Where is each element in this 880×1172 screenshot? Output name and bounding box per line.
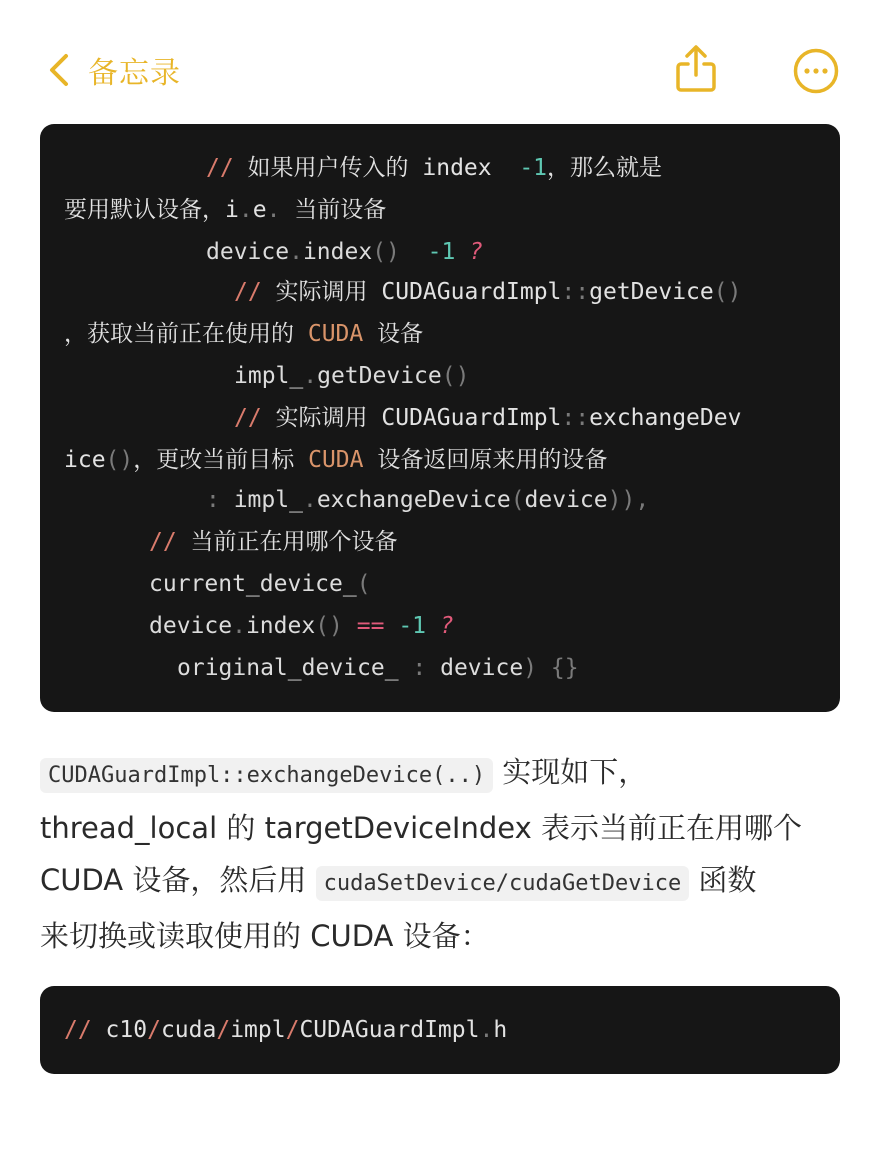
code-token: . <box>479 1017 494 1043</box>
code-token: current_device_ <box>149 571 357 597</box>
back-label: 备忘录 <box>88 56 181 91</box>
code-token: . <box>238 197 253 223</box>
code-token: device <box>149 613 233 639</box>
code-token: 设备返回原来用的设备 <box>363 447 608 473</box>
code-token: / <box>216 1017 231 1043</box>
code-token: () <box>713 279 742 305</box>
code-token: 设备 <box>363 321 424 347</box>
code-token: ，那么就是 <box>547 155 663 181</box>
code-token: () <box>441 363 470 389</box>
back-button[interactable] <box>48 46 181 94</box>
code-token: 实际调用 CUDAGuardImpl <box>275 405 562 431</box>
code-token: impl <box>230 1017 286 1043</box>
code-token: // <box>64 1017 106 1043</box>
code-token: 要用默认设备，i <box>64 197 239 223</box>
paragraph-text: 函数 <box>689 863 757 897</box>
code-token: getDevice <box>589 279 714 305</box>
code-token: 实际调用 CUDAGuardImpl <box>275 279 562 305</box>
code-token: ? <box>426 613 454 639</box>
code-token: ? <box>455 239 483 265</box>
share-icon <box>674 79 718 98</box>
code-token: () <box>315 613 357 639</box>
code-token: . <box>232 613 246 639</box>
code-line <box>149 569 371 599</box>
code-token: index <box>245 613 316 639</box>
code-token: ice <box>64 447 106 473</box>
code-token: / <box>147 1017 161 1043</box>
chevron-left-icon <box>48 53 70 87</box>
code-token: . <box>266 197 295 223</box>
code-token: ) {} <box>523 655 579 681</box>
code-token: // <box>234 279 276 305</box>
code-token: device <box>524 487 608 513</box>
code-token: . <box>289 239 303 265</box>
paragraph-text: thread_local 的 targetDeviceIndex 表示当前正在用哪个 <box>40 811 802 845</box>
code-token: cuda <box>160 1017 217 1043</box>
code-token: / <box>285 1017 300 1043</box>
paragraph-text: CUDA 设备，然后用 <box>40 863 316 897</box>
code-token: 当前正在用哪个设备 <box>190 529 398 555</box>
code-token: )), <box>607 487 650 513</box>
code-token: ，更改当前目标 <box>133 447 309 473</box>
code-token: () <box>372 239 428 265</box>
share-button[interactable] <box>674 44 718 94</box>
code-token: . <box>303 363 318 389</box>
code-token: device <box>206 239 290 265</box>
code-token: -1 <box>398 613 427 639</box>
code-token: () <box>105 447 134 473</box>
code-token <box>384 613 398 639</box>
code-token: CUDA <box>307 321 364 347</box>
code-token: getDevice <box>317 363 442 389</box>
code-line <box>64 195 386 225</box>
code-token: :: <box>561 405 590 431</box>
code-line <box>206 237 483 267</box>
code-line <box>177 653 579 683</box>
code-line <box>206 153 662 183</box>
code-line <box>234 361 469 391</box>
code-token: impl_ <box>233 487 303 513</box>
code-line <box>234 277 741 307</box>
code-block <box>40 124 840 712</box>
paragraph-text: 实现如下， <box>493 755 648 789</box>
code-token: == <box>356 613 385 639</box>
inline-code: cudaSetDevice/cudaGetDevice <box>316 866 690 901</box>
more-button[interactable] <box>793 48 839 94</box>
code-token: :: <box>561 279 590 305</box>
code-token: impl_ <box>234 363 304 389</box>
code-line <box>64 1015 507 1045</box>
code-token: c10 <box>105 1017 148 1043</box>
code-token: h <box>493 1017 508 1043</box>
code-token: ，获取当前正在使用的 <box>64 321 308 347</box>
code-token: // <box>149 529 191 555</box>
code-token: ( <box>356 571 371 597</box>
code-token: CUDAGuardImpl <box>299 1017 480 1043</box>
code-token: exchangeDevice <box>316 487 511 513</box>
code-token: exchangeDev <box>589 405 742 431</box>
body-paragraph <box>40 746 840 962</box>
code-block-file-path <box>40 986 840 1074</box>
code-token: : <box>206 487 234 513</box>
code-token: original_device_ <box>177 655 413 681</box>
code-token: 当前设备 <box>294 197 387 223</box>
code-line <box>234 403 741 433</box>
paragraph-text: 来切换或读取使用的 CUDA 设备： <box>40 919 490 953</box>
code-token: ( <box>510 487 525 513</box>
code-token: 如果用户传入的 index <box>247 155 520 181</box>
code-token: -1 <box>427 239 456 265</box>
code-token: CUDA <box>308 447 364 473</box>
more-icon <box>793 79 839 98</box>
code-line <box>64 319 423 349</box>
code-line <box>149 527 398 557</box>
nav-bar <box>0 0 880 124</box>
code-token: // <box>234 405 276 431</box>
code-line <box>64 445 607 475</box>
code-token: : <box>412 655 441 681</box>
code-token: // <box>206 155 248 181</box>
code-token: . <box>302 487 317 513</box>
code-token: e <box>252 197 267 223</box>
code-token: device <box>440 655 524 681</box>
code-line <box>206 485 649 515</box>
code-line <box>149 611 454 641</box>
inline-code: CUDAGuardImpl::exchangeDevice(..) <box>40 758 493 793</box>
code-token: -1 <box>519 155 548 181</box>
code-token: index <box>302 239 373 265</box>
